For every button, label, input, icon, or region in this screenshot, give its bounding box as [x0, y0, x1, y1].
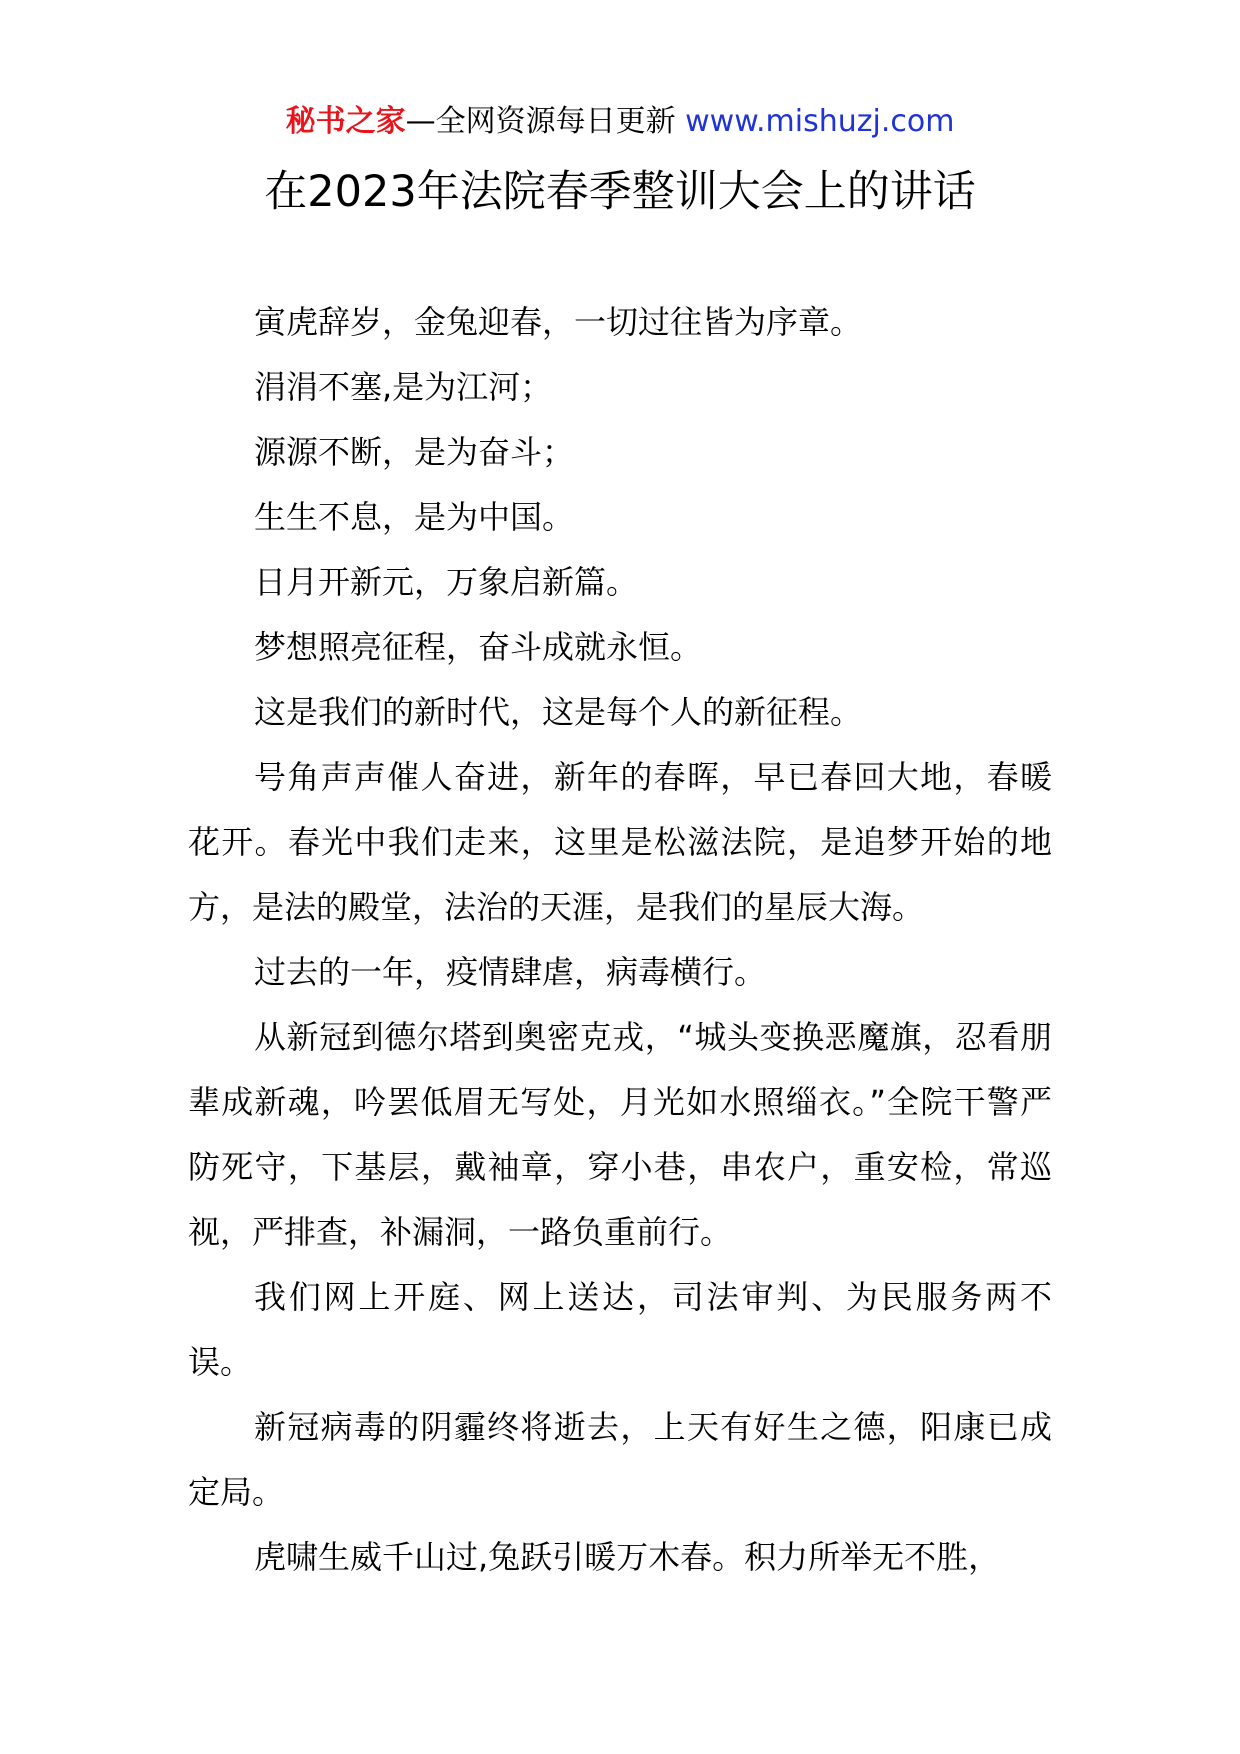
- paragraph: 虎啸生威千山过,兔跃引暖万木春。积力所举无不胜，: [254, 1538, 1001, 1576]
- paragraph: 我们网上开庭、网上送达，司法审判、为民服务两不误。: [188, 1278, 1052, 1381]
- site-url-link[interactable]: www.mishuzj.com: [685, 104, 955, 139]
- paragraph: 日月开新元，万象启新篇。: [254, 563, 639, 601]
- paragraph: 梦想照亮征程，奋斗成就永恒。: [254, 628, 703, 666]
- brand-name: 秘书之家: [285, 104, 406, 139]
- site-header: [0, 100, 1240, 144]
- paragraph: 源源不断，是为奋斗；: [254, 433, 575, 471]
- paragraph: 生生不息，是为中国。: [254, 498, 575, 536]
- site-slogan: —全网资源每日更新: [405, 104, 676, 139]
- paragraph: 从新冠到德尔塔到奥密克戎，“城头变换恶魔旗，忍看朋辈成新魂，吟罢低眉无写处，月光如水照缁衣。”全院干警严防死守，下基层，戴袖章，穿小巷，串农户，重安检，常巡视，严排查，补漏洞，一路负重前行。: [188, 1018, 1052, 1251]
- paragraph: 涓涓不塞,是为江河；: [254, 368, 553, 406]
- paragraph: 新冠病毒的阴霾终将逝去，上天有好生之德，阳康已成定局。: [188, 1408, 1052, 1511]
- paragraph: 寅虎辞岁，金兔迎春，一切过往皆为序章。: [254, 303, 863, 341]
- paragraph: 号角声声催人奋进，新年的春晖，早已春回大地，春暖花开。春光中我们走来，这里是松滋法院，是追梦开始的地方，是法的殿堂，法治的天涯，是我们的星辰大海。: [188, 758, 1052, 926]
- paragraph: 过去的一年，疫情肆虐，病毒横行。: [254, 953, 767, 991]
- paragraph: 这是我们的新时代，这是每个人的新征程。: [254, 693, 863, 731]
- document-title: 在2023年法院春季整训大会上的讲话: [264, 167, 976, 217]
- document-body: [188, 290, 1052, 1590]
